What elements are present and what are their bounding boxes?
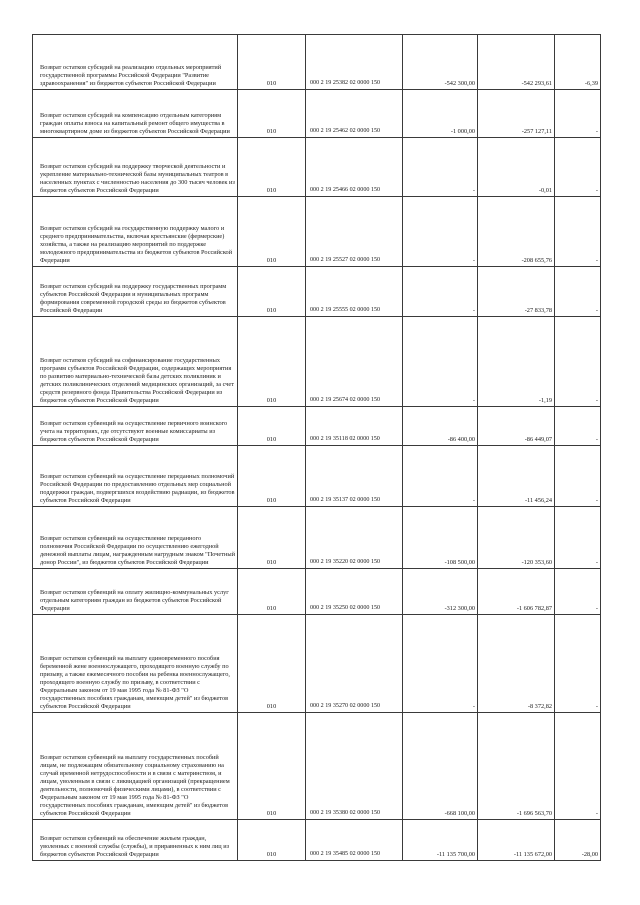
row-name (33, 820, 238, 861)
row-unexecuted-amount-text: - (595, 810, 598, 818)
table-row (33, 446, 601, 507)
row-line-code-text: 010 (266, 605, 277, 613)
table-row (33, 317, 601, 407)
report-table (32, 34, 601, 861)
row-executed-amount-text: -257 127,11 (521, 128, 552, 136)
table-row (33, 90, 601, 138)
row-unexecuted-amount-text: - (595, 703, 598, 711)
row-executed-amount (478, 407, 555, 446)
row-executed-amount (478, 446, 555, 507)
row-classification-code (306, 615, 403, 713)
row-name (33, 615, 238, 713)
row-classification-code (306, 446, 403, 507)
table-row (33, 407, 601, 446)
row-executed-amount-text: -542 293,61 (521, 80, 552, 88)
row-name-text: Возврат остатков субсидий на софинансирование государственных программ субъектов Российской Федерации, содержащих мероприятия по развитию материально-технической базы детских поликлиник и детских поликлинических отделений медицинских организаций, за счет средств резервного фонда Правительства Российской Федерации из бюджетов субъектов Российской Федерации (40, 357, 234, 405)
row-classification-code-text: 000 2 19 35270 02 0000 150 (310, 703, 381, 710)
row-approved-amount-text: - (472, 703, 475, 711)
row-executed-amount (478, 197, 555, 267)
row-approved-amount-text: - (472, 257, 475, 265)
row-approved-amount-text: -108 500,00 (444, 559, 475, 567)
row-classification-code-text: 000 2 19 25462 02 0000 150 (310, 128, 381, 135)
row-line-code (238, 569, 306, 615)
row-line-code-text: 010 (266, 128, 277, 136)
row-name (33, 138, 238, 197)
row-name-text: Возврат остатков субвенций на осуществление первичного воинского учета на территориях, где отсутствуют военные комиссариаты из бюджетов субъектов Российской Федерации (40, 420, 228, 444)
row-line-code (238, 713, 306, 820)
row-line-code (238, 615, 306, 713)
row-line-code (238, 507, 306, 569)
row-unexecuted-amount-text: - (595, 187, 598, 195)
row-unexecuted-amount (555, 407, 601, 446)
row-unexecuted-amount-text: - (595, 436, 598, 444)
table-row (33, 138, 601, 197)
row-name-text: Возврат остатков субвенций на осуществление переданных полномочий Российской Федерации по предоставлению отдельных мер социальной поддержки граждан, подвергшихся воздействию радиации, из бюджетов субъектов Российской Федерации (40, 473, 235, 505)
row-unexecuted-amount (555, 507, 601, 569)
row-approved-amount-text: - (472, 497, 475, 505)
row-classification-code (306, 820, 403, 861)
row-name-text: Возврат остатков субвенций на выплату единовременного пособия беременной жене военнослужащего, проходящего военную службу по призыву, а также ежемесячного пособия на ребенка военнослужащего, проходящего военную службу по призыву, в соответствии с Федеральным законом от 19 мая 1995 года № 81-ФЗ "О государственных пособиях гражданам, имеющим детей" из бюджетов субъектов Российской Федерации (40, 655, 230, 711)
row-executed-amount-text: -1,19 (538, 397, 552, 405)
row-line-code-text: 010 (266, 436, 277, 444)
row-name-text: Возврат остатков субвенций на оплату жилищно-коммунальных услуг отдельным категориям граждан из бюджетов субъектов Российской Федерации (40, 589, 229, 613)
row-classification-code-text: 000 2 19 35118 02 0000 150 (310, 436, 380, 443)
row-classification-code (306, 90, 403, 138)
row-executed-amount-text: -11 456,24 (524, 497, 552, 505)
row-classification-code-text: 000 2 19 25555 02 0000 150 (310, 307, 381, 314)
row-executed-amount (478, 267, 555, 317)
row-approved-amount (403, 507, 478, 569)
row-executed-amount-text: -0,01 (538, 187, 552, 195)
row-approved-amount (403, 820, 478, 861)
row-name (33, 507, 238, 569)
row-classification-code (306, 713, 403, 820)
row-unexecuted-amount-text: -6,39 (584, 80, 598, 88)
row-approved-amount (403, 197, 478, 267)
row-approved-amount-text: - (472, 397, 475, 405)
row-line-code-text: 010 (266, 559, 277, 567)
row-line-code-text: 010 (266, 80, 277, 88)
row-classification-code-text: 000 2 19 25382 02 0000 150 (310, 80, 381, 87)
row-executed-amount (478, 507, 555, 569)
row-classification-code (306, 267, 403, 317)
row-name-text: Возврат остатков субвенций на осуществление переданного полномочия Российской Федерации по осуществлению ежегодной денежной выплаты лицам, награжденным нагрудным знаком "Почетный донор России", из бюджетов субъектов Российской Федерации (40, 535, 235, 567)
row-approved-amount-text: -11 135 700,00 (436, 851, 475, 859)
row-classification-code-text: 000 2 19 25674 02 0000 150 (310, 397, 381, 404)
row-line-code-text: 010 (266, 810, 277, 818)
row-name (33, 317, 238, 407)
row-name-text: Возврат остатков субсидий на реализацию отдельных мероприятий государственной программы Российской Федерации "Развитие здравоохранения" из бюджетов субъектов Российской Федерации (40, 64, 222, 88)
row-approved-amount (403, 90, 478, 138)
row-unexecuted-amount (555, 267, 601, 317)
row-executed-amount (478, 317, 555, 407)
row-approved-amount-text: -542 300,00 (444, 80, 475, 88)
row-unexecuted-amount (555, 820, 601, 861)
row-unexecuted-amount-text: - (595, 497, 598, 505)
row-executed-amount-text: -1 606 782,87 (516, 605, 552, 613)
table-row (33, 35, 601, 90)
row-approved-amount (403, 615, 478, 713)
row-unexecuted-amount-text: - (595, 605, 598, 613)
row-approved-amount-text: -312 300,00 (444, 605, 475, 613)
row-unexecuted-amount-text: - (595, 307, 598, 315)
row-approved-amount (403, 35, 478, 90)
row-line-code-text: 010 (266, 703, 277, 711)
row-classification-code (306, 197, 403, 267)
row-name (33, 713, 238, 820)
row-executed-amount-text: -86 449,07 (524, 436, 552, 444)
row-executed-amount (478, 35, 555, 90)
row-line-code-text: 010 (266, 397, 277, 405)
row-classification-code-text: 000 2 19 35485 02 0000 150 (310, 851, 381, 858)
row-line-code-text: 010 (266, 187, 277, 195)
row-unexecuted-amount (555, 446, 601, 507)
row-classification-code-text: 000 2 19 25466 02 0000 150 (310, 187, 381, 194)
row-line-code (238, 138, 306, 197)
row-executed-amount (478, 138, 555, 197)
row-line-code (238, 267, 306, 317)
row-classification-code-text: 000 2 19 25527 02 0000 150 (310, 257, 381, 264)
row-name-text: Возврат остатков субвенций на обеспечение жильем граждан, уволенных с военной службы (службы), и приравненных к ним лиц из бюджетов субъектов Российской Федерации (40, 835, 230, 859)
row-approved-amount (403, 317, 478, 407)
row-classification-code-text: 000 2 19 35250 02 0000 150 (310, 605, 381, 612)
row-line-code (238, 197, 306, 267)
row-classification-code (306, 407, 403, 446)
row-approved-amount-text: -668 100,00 (444, 810, 475, 818)
row-classification-code (306, 138, 403, 197)
row-name (33, 90, 238, 138)
row-line-code (238, 35, 306, 90)
row-classification-code-text: 000 2 19 35220 02 0000 150 (310, 559, 381, 566)
row-name (33, 446, 238, 507)
table-row (33, 267, 601, 317)
row-classification-code (306, 35, 403, 90)
row-name (33, 35, 238, 90)
table-row (33, 569, 601, 615)
table-row (33, 820, 601, 861)
row-unexecuted-amount (555, 90, 601, 138)
report-table-body (33, 35, 601, 861)
row-executed-amount-text: -208 655,76 (521, 257, 552, 265)
row-executed-amount (478, 615, 555, 713)
row-unexecuted-amount-text: - (595, 559, 598, 567)
row-classification-code (306, 507, 403, 569)
row-approved-amount (403, 407, 478, 446)
row-approved-amount-text: - (472, 187, 475, 195)
row-line-code-text: 010 (266, 307, 277, 315)
row-name (33, 569, 238, 615)
row-classification-code (306, 569, 403, 615)
row-executed-amount (478, 569, 555, 615)
row-name-text: Возврат остатков субвенций на выплату государственных пособий лицам, не подлежащим обязательному социальному страхованию на случай временной нетрудоспособности и в связи с материнством, и лицам, уволенным в связи с ликвидацией организаций (прекращением деятельности, полномочий физическими лицами), в соответствии с Федеральным законом от 19 мая 1995 года № 81-ФЗ "О государственных пособиях гражданам, имеющим детей" из бюджетов субъектов Российской Федерации (40, 754, 230, 818)
row-line-code (238, 90, 306, 138)
row-unexecuted-amount (555, 713, 601, 820)
row-line-code-text: 010 (266, 497, 277, 505)
row-approved-amount (403, 713, 478, 820)
row-line-code (238, 820, 306, 861)
row-executed-amount (478, 820, 555, 861)
row-unexecuted-amount-text: - (595, 257, 598, 265)
row-executed-amount-text: -1 696 563,70 (516, 810, 552, 818)
row-line-code-text: 010 (266, 851, 277, 859)
row-unexecuted-amount (555, 317, 601, 407)
row-approved-amount (403, 446, 478, 507)
row-unexecuted-amount (555, 569, 601, 615)
row-unexecuted-amount (555, 35, 601, 90)
row-line-code-text: 010 (266, 257, 277, 265)
row-approved-amount (403, 267, 478, 317)
row-name (33, 267, 238, 317)
row-unexecuted-amount (555, 615, 601, 713)
row-line-code (238, 407, 306, 446)
row-approved-amount-text: -86 400,00 (447, 436, 475, 444)
row-executed-amount-text: -8 372,82 (527, 703, 552, 711)
table-row (33, 507, 601, 569)
row-line-code (238, 446, 306, 507)
row-classification-code-text: 000 2 19 35137 02 0000 150 (310, 497, 381, 504)
row-classification-code (306, 317, 403, 407)
row-executed-amount-text: -11 135 672,00 (513, 851, 552, 859)
row-line-code (238, 317, 306, 407)
row-unexecuted-amount-text: - (595, 397, 598, 405)
row-classification-code-text: 000 2 19 35380 02 0000 150 (310, 810, 381, 817)
row-unexecuted-amount-text: -28,00 (581, 851, 598, 859)
row-name (33, 407, 238, 446)
row-unexecuted-amount-text: - (595, 128, 598, 136)
row-name-text: Возврат остатков субсидий на государственную поддержку малого и среднего предпринимательства, включая крестьянские (фермерские) хозяйства, а также на реализацию мероприятий по поддержке молодежного предпринимательства из бюджетов субъектов Российской Федерации (40, 225, 233, 265)
row-executed-amount-text: -27 833,78 (524, 307, 552, 315)
row-approved-amount (403, 138, 478, 197)
row-executed-amount (478, 90, 555, 138)
table-row (33, 615, 601, 713)
row-name (33, 197, 238, 267)
row-unexecuted-amount (555, 138, 601, 197)
row-approved-amount-text: - (472, 307, 475, 315)
row-name-text: Возврат остатков субсидий на компенсацию отдельным категориям граждан оплаты взноса на капитальный ремонт общего имущества в многоквартирном доме из бюджетов субъектов Российской Федерации (40, 112, 230, 136)
table-row (33, 197, 601, 267)
row-unexecuted-amount (555, 197, 601, 267)
row-executed-amount-text: -120 353,60 (521, 559, 552, 567)
row-name-text: Возврат остатков субсидий на поддержку творческой деятельности и укрепление материально-технической базы муниципальных театров в населенных пунктах с численностью населения до 300 тысяч человек из бюджетов субъектов Российской Федерации (40, 163, 235, 195)
row-executed-amount (478, 713, 555, 820)
table-row (33, 713, 601, 820)
row-name-text: Возврат остатков субсидий на поддержку государственных программ субъектов Российской Федерации и муниципальных программ формирования современной городской среды из бюджетов субъектов Российской Федерации (40, 283, 227, 315)
row-approved-amount (403, 569, 478, 615)
row-approved-amount-text: -1 000,00 (450, 128, 475, 136)
